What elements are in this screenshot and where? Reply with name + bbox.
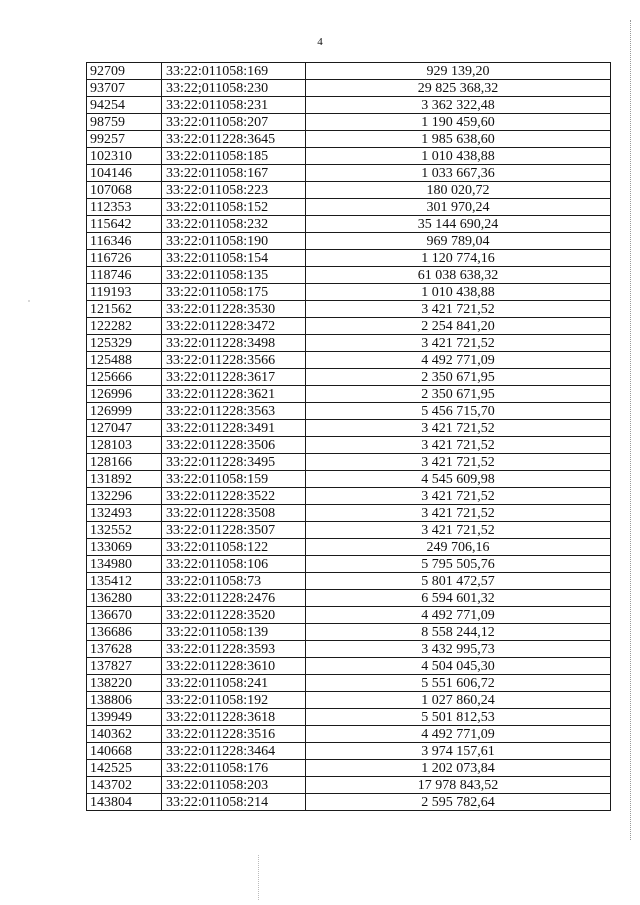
amount-cell: 2 350 671,95 (306, 386, 611, 403)
amount-cell: 3 421 721,52 (306, 335, 611, 352)
record-id-cell: 126999 (87, 403, 162, 420)
record-id-cell: 143804 (87, 794, 162, 811)
table-row (87, 369, 611, 386)
cadastral-number-cell: 33:22:011228:3495 (162, 454, 306, 471)
amount-cell: 3 421 721,52 (306, 301, 611, 318)
amount-cell: 4 492 771,09 (306, 726, 611, 743)
cadastral-number-cell: 33:22:011058:175 (162, 284, 306, 301)
table-row (87, 573, 611, 590)
table-row (87, 80, 611, 97)
cadastral-number-cell: 33:22:011058:190 (162, 233, 306, 250)
record-id-cell: 133069 (87, 539, 162, 556)
table-row (87, 301, 611, 318)
record-id-cell: 122282 (87, 318, 162, 335)
cadastral-number-cell: 33:22:011058:106 (162, 556, 306, 573)
table-row (87, 641, 611, 658)
record-id-cell: 142525 (87, 760, 162, 777)
record-id-cell: 94254 (87, 97, 162, 114)
amount-cell: 5 551 606,72 (306, 675, 611, 692)
amount-cell: 1 202 073,84 (306, 760, 611, 777)
amount-cell: 6 594 601,32 (306, 590, 611, 607)
amount-cell: 1 190 459,60 (306, 114, 611, 131)
table-row (87, 233, 611, 250)
record-id-cell: 143702 (87, 777, 162, 794)
table-row (87, 454, 611, 471)
cadastral-number-cell: 33:22:011058:139 (162, 624, 306, 641)
cadastral-number-cell: 33:22:011058:192 (162, 692, 306, 709)
record-id-cell: 136280 (87, 590, 162, 607)
record-id-cell: 125329 (87, 335, 162, 352)
amount-cell: 2 595 782,64 (306, 794, 611, 811)
fold-mark (258, 855, 260, 900)
scan-speck (28, 300, 30, 302)
page-number: 4 (317, 36, 323, 48)
table-row (87, 420, 611, 437)
table-row (87, 488, 611, 505)
record-id-cell: 121562 (87, 301, 162, 318)
table-row (87, 199, 611, 216)
amount-cell: 4 545 609,98 (306, 471, 611, 488)
cadastral-number-cell: 33:22:011058:185 (162, 148, 306, 165)
cadastral-number-cell: 33:22:011058:231 (162, 97, 306, 114)
cadastral-number-cell: 33:22:011228:2476 (162, 590, 306, 607)
record-id-cell: 93707 (87, 80, 162, 97)
table-row (87, 284, 611, 301)
table-row (87, 165, 611, 182)
table-row (87, 624, 611, 641)
cadastral-number-cell: 33:22:011058:241 (162, 675, 306, 692)
amount-cell: 3 421 721,52 (306, 522, 611, 539)
amount-cell: 17 978 843,52 (306, 777, 611, 794)
amount-cell: 1 027 860,24 (306, 692, 611, 709)
table-row (87, 607, 611, 624)
cadastral-number-cell: 33:22:011058:73 (162, 573, 306, 590)
record-id-cell: 125666 (87, 369, 162, 386)
record-id-cell: 139949 (87, 709, 162, 726)
record-id-cell: 132296 (87, 488, 162, 505)
record-id-cell: 132493 (87, 505, 162, 522)
record-id-cell: 98759 (87, 114, 162, 131)
record-id-cell: 136670 (87, 607, 162, 624)
record-id-cell: 126996 (87, 386, 162, 403)
cadastral-number-cell: 33:22:011228:3507 (162, 522, 306, 539)
cadastral-number-cell: 33:22:011058:159 (162, 471, 306, 488)
table-row (87, 250, 611, 267)
table-row (87, 539, 611, 556)
amount-cell: 3 421 721,52 (306, 437, 611, 454)
amount-cell: 969 789,04 (306, 233, 611, 250)
amount-cell: 4 492 771,09 (306, 352, 611, 369)
table-row (87, 675, 611, 692)
amount-cell: 5 456 715,70 (306, 403, 611, 420)
amount-cell: 3 421 721,52 (306, 420, 611, 437)
amount-cell: 929 139,20 (306, 63, 611, 80)
cadastral-number-cell: 33:22:011058:167 (162, 165, 306, 182)
record-id-cell: 138220 (87, 675, 162, 692)
table-row (87, 658, 611, 675)
record-id-cell: 140668 (87, 743, 162, 760)
registry-table-body (87, 63, 611, 811)
amount-cell: 3 362 322,48 (306, 97, 611, 114)
record-id-cell: 102310 (87, 148, 162, 165)
amount-cell: 180 020,72 (306, 182, 611, 199)
cadastral-number-cell: 33:22:011228:3610 (162, 658, 306, 675)
amount-cell: 1 010 438,88 (306, 284, 611, 301)
record-id-cell: 119193 (87, 284, 162, 301)
record-id-cell: 135412 (87, 573, 162, 590)
cadastral-number-cell: 33:22:011228:3563 (162, 403, 306, 420)
cadastral-number-cell: 33:22:011228:3617 (162, 369, 306, 386)
amount-cell: 61 038 638,32 (306, 267, 611, 284)
cadastral-number-cell: 33:22:011228:3464 (162, 743, 306, 760)
record-id-cell: 116726 (87, 250, 162, 267)
amount-cell: 1 010 438,88 (306, 148, 611, 165)
cadastral-number-cell: 33:22;011058:230 (162, 80, 306, 97)
record-id-cell: 137628 (87, 641, 162, 658)
cadastral-number-cell: 33:22:011228:3491 (162, 420, 306, 437)
cadastral-number-cell: 33:22:011228:3621 (162, 386, 306, 403)
record-id-cell: 99257 (87, 131, 162, 148)
cadastral-number-cell: 33:22:011058:214 (162, 794, 306, 811)
amount-cell: 5 795 505,76 (306, 556, 611, 573)
table-row (87, 182, 611, 199)
table-row (87, 437, 611, 454)
table-row (87, 131, 611, 148)
amount-cell: 29 825 368,32 (306, 80, 611, 97)
table-row (87, 777, 611, 794)
cadastral-number-cell: 33:22:011058:203 (162, 777, 306, 794)
record-id-cell: 127047 (87, 420, 162, 437)
record-id-cell: 128166 (87, 454, 162, 471)
table-row (87, 318, 611, 335)
table-row (87, 335, 611, 352)
table-row (87, 760, 611, 777)
table-row (87, 471, 611, 488)
table-row (87, 522, 611, 539)
cadastral-number-cell: 33:22:011228:3506 (162, 437, 306, 454)
amount-cell: 301 970,24 (306, 199, 611, 216)
table-row (87, 743, 611, 760)
record-id-cell: 138806 (87, 692, 162, 709)
record-id-cell: 115642 (87, 216, 162, 233)
record-id-cell: 134980 (87, 556, 162, 573)
cadastral-number-cell: 33:22:011228:3520 (162, 607, 306, 624)
cadastral-number-cell: 33:22:011228:3566 (162, 352, 306, 369)
amount-cell: 3 421 721,52 (306, 505, 611, 522)
cadastral-number-cell: 33:22:011058:169 (162, 63, 306, 80)
amount-cell: 4 492 771,09 (306, 607, 611, 624)
record-id-cell: 92709 (87, 63, 162, 80)
amount-cell: 5 501 812,53 (306, 709, 611, 726)
amount-cell: 8 558 244,12 (306, 624, 611, 641)
cadastral-number-cell: 33:22:011228:3508 (162, 505, 306, 522)
record-id-cell: 107068 (87, 182, 162, 199)
amount-cell: 1 033 667,36 (306, 165, 611, 182)
record-id-cell: 116346 (87, 233, 162, 250)
table-row (87, 590, 611, 607)
amount-cell: 1 120 774,16 (306, 250, 611, 267)
amount-cell: 3 421 721,52 (306, 488, 611, 505)
record-id-cell: 131892 (87, 471, 162, 488)
table-row (87, 556, 611, 573)
amount-cell: 1 985 638,60 (306, 131, 611, 148)
cadastral-number-cell: 33:22:011058:232 (162, 216, 306, 233)
cadastral-number-cell: 33:22:011058:135 (162, 267, 306, 284)
amount-cell: 3 432 995,73 (306, 641, 611, 658)
table-row (87, 216, 611, 233)
cadastral-number-cell: 33:22:011058:207 (162, 114, 306, 131)
record-id-cell: 132552 (87, 522, 162, 539)
table-row (87, 403, 611, 420)
record-id-cell: 112353 (87, 199, 162, 216)
table-row (87, 63, 611, 80)
cadastral-number-cell: 33:22:011228:3522 (162, 488, 306, 505)
table-row (87, 505, 611, 522)
amount-cell: 3 974 157,61 (306, 743, 611, 760)
cadastral-number-cell: 33:22:011228:3618 (162, 709, 306, 726)
cadastral-number-cell: 33:22:011058:122 (162, 539, 306, 556)
amount-cell: 2 254 841,20 (306, 318, 611, 335)
table-row (87, 97, 611, 114)
record-id-cell: 118746 (87, 267, 162, 284)
amount-cell: 4 504 045,30 (306, 658, 611, 675)
cadastral-number-cell: 33:22:011058:223 (162, 182, 306, 199)
table-row (87, 148, 611, 165)
cadastral-number-cell: 33:22:011228:3593 (162, 641, 306, 658)
table-row (87, 267, 611, 284)
cadastral-number-cell: 33:22:011058:176 (162, 760, 306, 777)
table-row (87, 352, 611, 369)
amount-cell: 249 706,16 (306, 539, 611, 556)
cadastral-number-cell: 33:22:011228:3530 (162, 301, 306, 318)
amount-cell: 2 350 671,95 (306, 369, 611, 386)
record-id-cell: 125488 (87, 352, 162, 369)
record-id-cell: 137827 (87, 658, 162, 675)
table-row (87, 386, 611, 403)
amount-cell: 35 144 690,24 (306, 216, 611, 233)
record-id-cell: 140362 (87, 726, 162, 743)
table-row (87, 794, 611, 811)
page-edge-line (630, 20, 632, 840)
registry-table (86, 62, 611, 811)
table-row (87, 114, 611, 131)
cadastral-number-cell: 33:22:011228:3516 (162, 726, 306, 743)
cadastral-number-cell: 33:22:011058:154 (162, 250, 306, 267)
record-id-cell: 104146 (87, 165, 162, 182)
cadastral-number-cell: 33:22:011058:152 (162, 199, 306, 216)
amount-cell: 3 421 721,52 (306, 454, 611, 471)
amount-cell: 5 801 472,57 (306, 573, 611, 590)
table-row (87, 692, 611, 709)
record-id-cell: 136686 (87, 624, 162, 641)
cadastral-number-cell: 33:22:011228:3472 (162, 318, 306, 335)
table-row (87, 726, 611, 743)
record-id-cell: 128103 (87, 437, 162, 454)
cadastral-number-cell: 33:22:011228:3498 (162, 335, 306, 352)
table-row (87, 709, 611, 726)
cadastral-number-cell: 33:22:011228:3645 (162, 131, 306, 148)
